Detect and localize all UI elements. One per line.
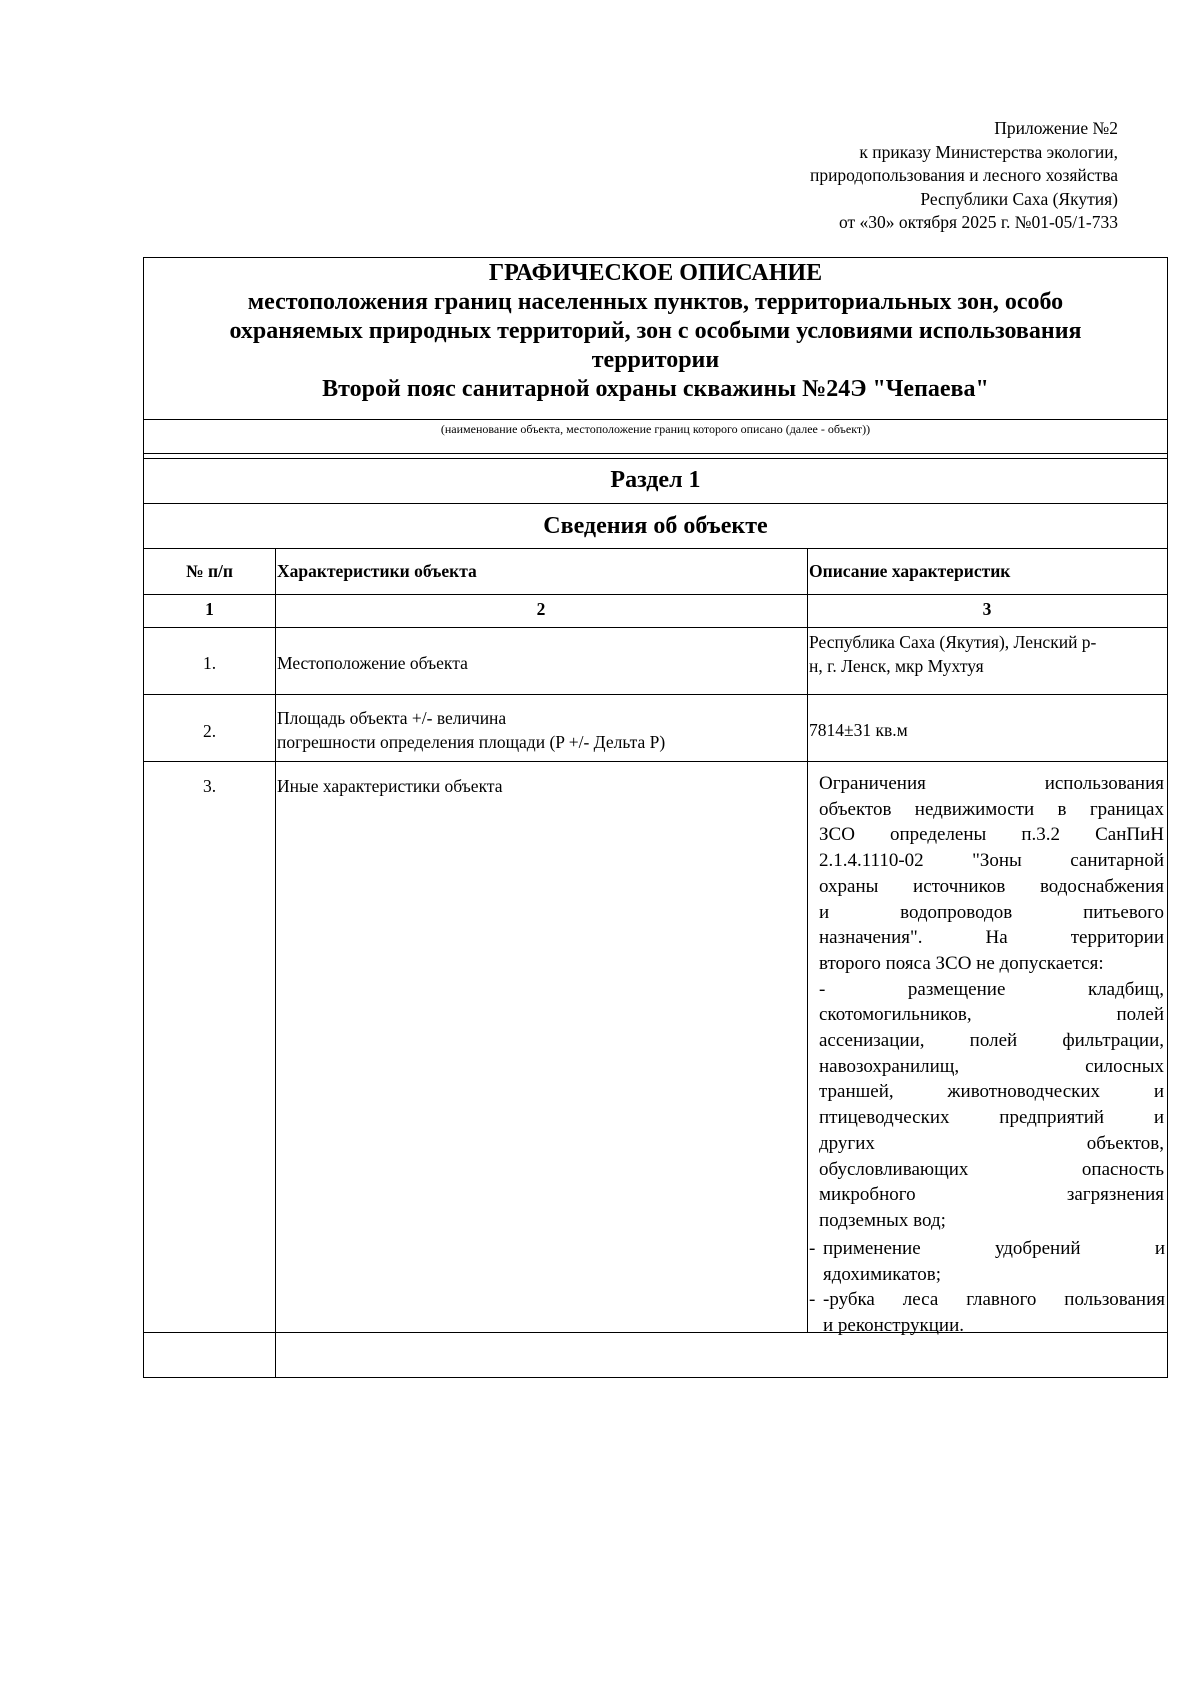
- list-dash: -: [809, 1289, 816, 1311]
- table-index-2: 2: [536, 599, 546, 619]
- table-row-1-description: [809, 631, 1096, 678]
- section-number: Раздел 1: [610, 467, 701, 493]
- table-index-1: 1: [205, 599, 214, 619]
- appendix-republic-line: Республики Саха (Якутия): [920, 188, 1118, 209]
- table-column-divider: [275, 548, 276, 1377]
- description-line: и водопроводов питьевого: [819, 901, 1164, 923]
- description-line: назначения". На территории: [819, 927, 1164, 949]
- description-line: подземных вод;: [819, 1209, 946, 1231]
- document-frame: [143, 257, 1168, 1378]
- description-line: охраны источников водоснабжения: [819, 875, 1164, 897]
- object-name-caption: (наименование объекта, местоположение границ которого описано (далее - объект)): [440, 422, 871, 436]
- table-row-1-characteristic: Местоположение объекта: [277, 653, 468, 673]
- description-line: второго пояса ЗСО не допускается:: [819, 952, 1104, 974]
- appendix-date-line: от «30» октября 2025 г. №01-05/1-733: [838, 212, 1118, 232]
- restriction-list-item: [809, 1287, 1165, 1313]
- appendix-header: [598, 117, 1118, 235]
- appendix-ministry-line: природопользования и лесного хозяйства: [809, 165, 1118, 185]
- description-line: Ограничения использования: [819, 773, 1164, 794]
- table-header-num: № п/п: [186, 561, 233, 581]
- list-dash: -: [809, 1238, 816, 1259]
- divider: [144, 548, 1167, 549]
- list-item-line: ядохимикатов;: [823, 1263, 941, 1285]
- appendix-number: Приложение №2: [994, 118, 1118, 138]
- table-row-3-characteristic: Иные характеристики объекта: [277, 776, 503, 796]
- description-line: объектов недвижимости в границах: [819, 798, 1164, 820]
- description-line: навозохранилищ, силосных: [819, 1055, 1164, 1077]
- table-row-2-description: 7814±31 кв.м: [809, 720, 908, 740]
- document-subtitle-line-1: местоположения границ населенных пунктов, территориальных зон, особо: [247, 289, 1064, 315]
- table-row-1-num: 1.: [202, 653, 217, 673]
- description-line: других объектов,: [819, 1132, 1164, 1154]
- description-line: 2.1.4.1110-02 "Зоны санитарной: [819, 850, 1164, 872]
- restriction-list: [809, 1236, 1165, 1339]
- divider: [144, 453, 1167, 454]
- table-row-divider: [144, 627, 1167, 628]
- description-line: - размещение кладбищ,: [819, 978, 1164, 1000]
- table-row-3-num: 3.: [202, 776, 217, 796]
- description-line: скотомогильников, полей: [819, 1004, 1164, 1026]
- object-name: Второй пояс санитарной охраны скважины №24Э "Чепаева": [322, 376, 989, 402]
- table-row-1-description-line: н, г. Ленск, мкр Мухтуя: [809, 655, 984, 676]
- description-line: ЗСО определены п.3.2 СанПиН: [819, 824, 1164, 846]
- list-item-line: применение удобрений и: [823, 1238, 1165, 1259]
- restriction-list-item: [809, 1236, 1165, 1262]
- divider: [144, 503, 1167, 504]
- list-item-line: -рубка леса главного пользования: [823, 1289, 1165, 1311]
- description-line: птицеводческих предприятий и: [819, 1107, 1164, 1129]
- table-header-characteristics: Характеристики объекта: [277, 561, 477, 581]
- document-title-block: [144, 258, 1167, 404]
- table-row-2-characteristic-line: Площадь объекта +/- величина: [277, 708, 507, 728]
- document-subtitle-line-3: территории: [591, 347, 720, 373]
- section-name: Сведения об объекте: [543, 513, 768, 539]
- table-row-2-characteristic-line: погрешности определения площади (P +/- Дельта P): [277, 731, 666, 752]
- table-row-divider: [144, 1332, 1167, 1333]
- divider: [144, 419, 1167, 420]
- divider: [144, 458, 1167, 459]
- description-line: обусловливающих опасность: [819, 1158, 1164, 1180]
- description-line: микробного загрязнения: [819, 1184, 1164, 1206]
- table-row-divider: [144, 761, 1167, 762]
- description-line: траншей, животноводческих и: [819, 1081, 1164, 1103]
- description-line: ассенизации, полей фильтрации,: [819, 1030, 1164, 1052]
- table-row-3-description: [819, 771, 1164, 1234]
- appendix-order-line: к приказу Министерства экологии,: [859, 141, 1118, 162]
- table-row-divider: [144, 694, 1167, 695]
- table-row-1-description-line: Республика Саха (Якутия), Ленский р-: [809, 632, 1097, 652]
- table-row-2-characteristic: [277, 707, 665, 754]
- table-row-2-num: 2.: [202, 721, 217, 741]
- document-subtitle-line-2: охраняемых природных территорий, зон с особыми условиями использования: [229, 318, 1082, 344]
- table-index-3: 3: [982, 599, 992, 619]
- table-column-divider: [807, 548, 808, 1332]
- table-header-description: Описание характеристик: [809, 561, 1011, 581]
- list-item-line: и реконструкции.: [823, 1315, 964, 1337]
- table-row-divider: [144, 594, 1167, 595]
- document-title: ГРАФИЧЕСКОЕ ОПИСАНИЕ: [488, 260, 823, 286]
